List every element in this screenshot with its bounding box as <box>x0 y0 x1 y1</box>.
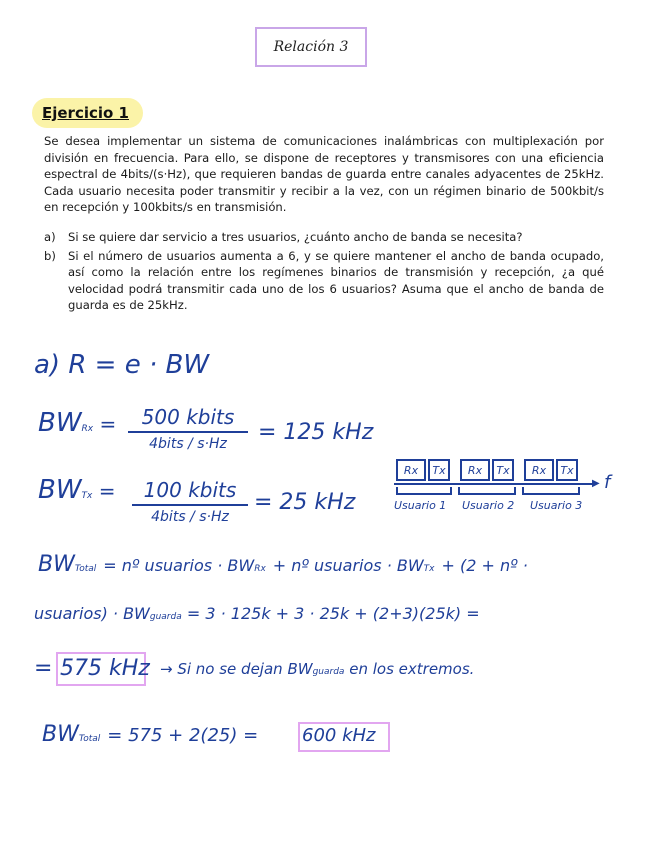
solution-line-a: a) R = e · BW <box>34 350 210 380</box>
bw-tx-result: = 25 kHz <box>254 490 356 515</box>
total-lhs-sub: Total <box>74 564 97 574</box>
total-rhs-c: + (2 + nº · <box>441 556 528 575</box>
bw-rx-fraction <box>128 405 248 453</box>
total-line-1 <box>38 552 528 577</box>
total-rhs-a: = nº usuarios · BW <box>103 556 255 575</box>
title-box <box>255 27 367 67</box>
user-label-3: Usuario 3 <box>530 499 583 512</box>
page-title: Relación 3 <box>273 39 349 55</box>
bw-rx-den: 4bits / s·Hz <box>149 436 227 452</box>
total-lhs: BW <box>38 552 75 577</box>
question-text-b: Si el número de usuarios aumenta a 6, y se quiere mantener el ancho de banda ocupado, así como la relación entre los regímenes binarios de transmisión y recepción, ¿a qué velocidad podrá transmitir cada uno de los 6 usuarios? Asuma que el ancho de banda de guarda es de 25kHz. <box>68 248 604 313</box>
question-mark-b: b) <box>44 248 56 263</box>
exercise-heading-text: Ejercicio 1 <box>42 104 129 122</box>
bw-rx-result: = 125 kHz <box>258 420 374 445</box>
final-expr: = 575 + 2(25) = <box>107 725 259 746</box>
final-line <box>42 722 258 747</box>
frequency-axis <box>394 483 594 485</box>
total-line2-b: = 3 · 125k + 3 · 25k + (2+3)(25k) = <box>186 604 480 623</box>
bw-rx-lhs: BW <box>38 408 82 438</box>
bw-rx-bar <box>128 431 248 433</box>
axis-label: f <box>604 472 611 493</box>
user-label-1: Usuario 1 <box>394 499 447 512</box>
channel-tx-3: Tx <box>556 459 578 481</box>
axis-arrow-icon: ▶ <box>592 478 600 489</box>
result-note-text: → Si no se dejan BW <box>160 660 313 678</box>
question-mark-a: a) <box>44 230 56 244</box>
bw-rx-sub: Rx <box>81 424 94 434</box>
total-line-2 <box>34 604 480 623</box>
user-label-2: Usuario 2 <box>462 499 515 512</box>
result-eq: = <box>34 656 53 681</box>
total-rhs-sub-tx: Tx <box>423 564 435 574</box>
user-brace-3 <box>522 487 580 495</box>
bw-rx-num: 500 kbits <box>141 405 235 429</box>
final-value: 600 kHz <box>302 725 376 746</box>
channel-rx-3: Rx <box>524 459 554 481</box>
exercise-heading <box>32 98 143 128</box>
channel-tx-2: Tx <box>492 459 514 481</box>
result-note-sub: guarda <box>312 667 345 677</box>
bw-tx-label: BWTx = <box>38 475 116 505</box>
user-brace-2 <box>458 487 516 495</box>
bw-tx-fraction <box>132 478 248 526</box>
question-list <box>44 229 604 316</box>
result-note <box>160 660 474 678</box>
bw-tx-den: 4bits / s·Hz <box>151 509 229 525</box>
exercise-statement: Se desea implementar un sistema de comunicaciones inalámbricas con multiplexación por división en frecuencia. Para ello, se dispone de receptores y transmisores con una eficiencia espectral de 4bits/(s·Hz), que requieren bandas de guarda entre canales adyacentes de 25kHz. Cada usuario necesita poder transmitir y recibir a la vez, con un régimen binario de 500kbit/s en recepción y 100kbits/s en transmisión. <box>44 134 604 215</box>
channel-rx-1: Rx <box>396 459 426 481</box>
question-item-a <box>44 229 604 246</box>
bw-tx-sub: Tx <box>81 491 93 501</box>
question-text-a: Si se quiere dar servicio a tres usuarios, ¿cuánto ancho de banda se necesita? <box>68 230 523 244</box>
bw-tx-bar <box>132 504 248 506</box>
final-lhs: BW <box>42 722 79 747</box>
bw-tx-num: 100 kbits <box>143 478 237 502</box>
user-brace-1 <box>396 487 452 495</box>
channel-rx-2: Rx <box>460 459 490 481</box>
total-rhs-b: + nº usuarios · BW <box>272 556 424 575</box>
total-line2-a: usuarios) · BW <box>34 604 150 623</box>
bw-rx-label: BWRx = <box>38 408 117 438</box>
result-value: 575 kHz <box>60 656 150 681</box>
result-note-end: en los extremos. <box>349 660 475 678</box>
question-item-b <box>44 248 604 314</box>
bw-tx-lhs: BW <box>38 475 82 505</box>
channel-tx-1: Tx <box>428 459 450 481</box>
total-line2-sub: guarda <box>149 612 182 622</box>
final-lhs-sub: Total <box>78 734 101 744</box>
total-rhs-sub-rx: Rx <box>254 564 266 574</box>
